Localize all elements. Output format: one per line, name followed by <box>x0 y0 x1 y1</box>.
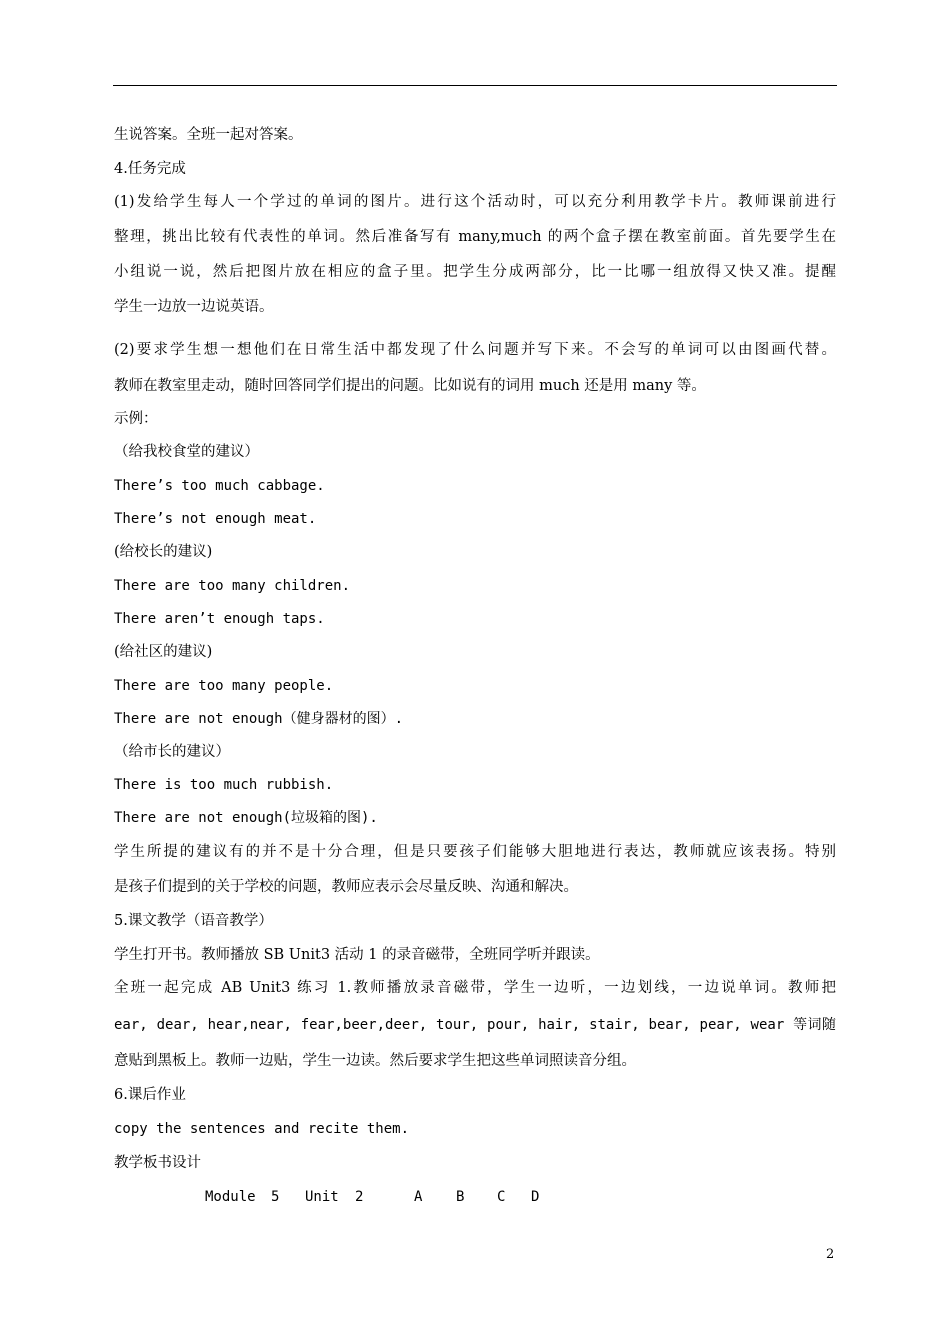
text-line: 示例： <box>114 411 158 427</box>
example-sentence: There are not enough(垃圾箱的图). <box>114 810 378 826</box>
board-word: Module <box>205 1189 256 1205</box>
example-sentence: There is too much rubbish. <box>114 777 334 793</box>
board-word: D <box>531 1189 540 1205</box>
text-line: 整理，挑出比较有代表性的单词。然后准备写有 many,much 的两个盒子摆在教室前面。首先要学生在 <box>114 229 836 245</box>
text-line: (2)要求学生想一想他们在日常生活中都发现了什么问题并写下来。不会写的单词可以由图画代替。 <box>114 342 836 358</box>
text-line: 学生打开书。教师播放 SB Unit3 活动 1 的录音磁带，全班同学听并跟读。 <box>114 947 600 963</box>
header-rule <box>113 85 837 86</box>
text-line: copy the sentences and recite them. <box>114 1121 410 1137</box>
text-line: 意贴到黑板上。教师一边贴，学生一边读。然后要求学生把这些单词照读音分组。 <box>114 1053 636 1069</box>
board-word: 2 <box>355 1189 364 1205</box>
board-word: A <box>414 1189 423 1205</box>
text-line: 小组说一说，然后把图片放在相应的盒子里。把学生分成两部分，比一比哪一组放得又快又准。提醒 <box>114 264 836 280</box>
example-sentence: There are too many people. <box>114 678 334 694</box>
example-sentence: There are too many children. <box>114 578 351 594</box>
text-line: 教学板书设计 <box>114 1155 201 1171</box>
text-line: (给校长的建议) <box>114 544 213 560</box>
example-sentence: There aren’t enough taps. <box>114 611 325 627</box>
board-word: Unit <box>305 1189 339 1205</box>
section-heading: 6.课后作业 <box>114 1087 186 1103</box>
text-line: （给市长的建议） <box>114 744 230 760</box>
board-word: B <box>456 1189 465 1205</box>
text-line: 全班一起完成 AB Unit3 练习 1.教师播放录音磁带，学生一边听，一边划线，一边说单词。教师把 <box>114 980 836 996</box>
text-line: 教师在教室里走动，随时回答同学们提出的问题。比如说有的词用 much 还是用 many 等。 <box>114 378 706 394</box>
board-word: C <box>497 1189 506 1205</box>
text-line: (1)发给学生每人一个学过的单词的图片。进行这个活动时，可以充分利用教学卡片。教师课前进行 <box>114 194 836 210</box>
page-number: 2 <box>826 1247 835 1262</box>
example-sentence: There are not enough（健身器材的图）. <box>114 711 404 727</box>
text-line: （给我校食堂的建议） <box>114 444 259 460</box>
section-heading: 4.任务完成 <box>114 161 186 177</box>
board-word: 5 <box>271 1189 280 1205</box>
text-line: 生说答案。全班一起对答案。 <box>114 127 303 143</box>
text-line: 学生一边放一边说英语。 <box>114 299 274 315</box>
example-sentence: There’s too much cabbage. <box>114 478 325 494</box>
text-line: 学生所提的建议有的并不是十分合理，但是只要孩子们能够大胆地进行表达，教师就应该表扬。特别 <box>114 844 836 860</box>
text-line: (给社区的建议) <box>114 644 213 660</box>
text-line: ear, dear, hear,near, fear,beer,deer, tour, pour, hair, stair, bear, pear, wear 等词随 <box>114 1017 836 1033</box>
example-sentence: There’s not enough meat. <box>114 511 317 527</box>
section-heading: 5.课文教学（语音教学） <box>114 913 273 929</box>
text-line: 是孩子们提到的关于学校的问题，教师应表示会尽量反映、沟通和解决。 <box>114 879 578 895</box>
